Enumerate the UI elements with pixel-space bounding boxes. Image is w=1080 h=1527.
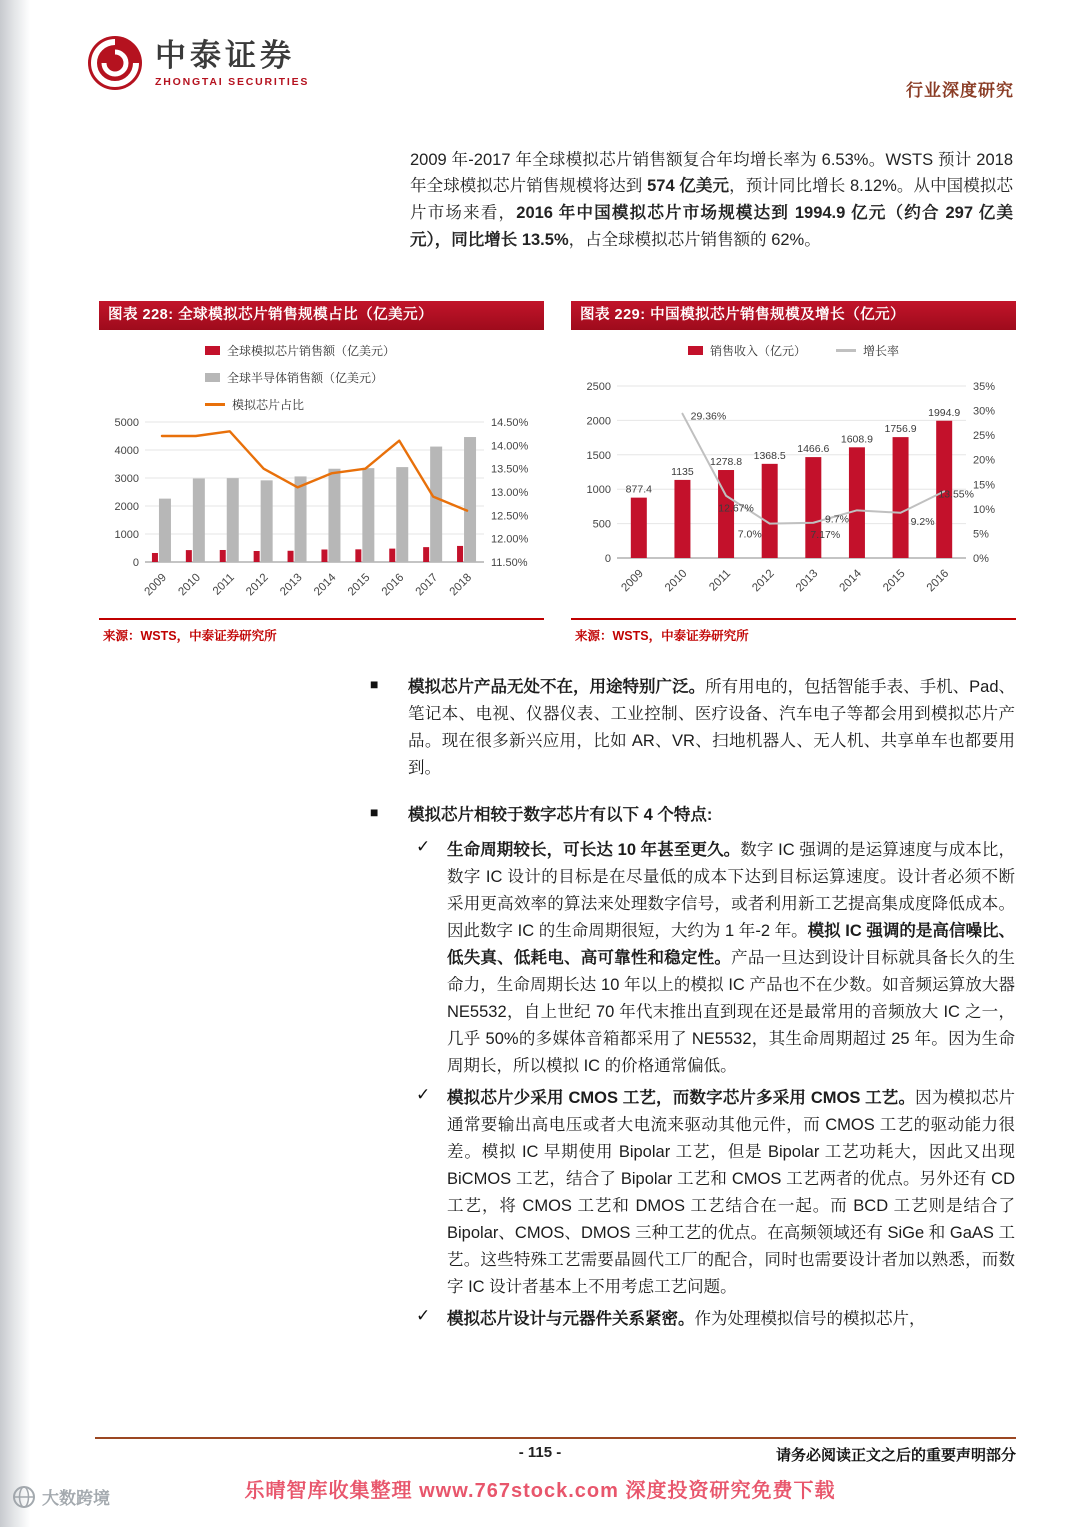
svg-text:1756.9: 1756.9 bbox=[884, 423, 917, 436]
chart-228-plot bbox=[99, 416, 544, 616]
chart-228-title: 图表 228: 全球模拟芯片销售规模占比（亿美元） bbox=[99, 301, 544, 330]
svg-text:12.00%: 12.00% bbox=[491, 533, 529, 546]
svg-text:4000: 4000 bbox=[114, 445, 139, 457]
svg-text:3000: 3000 bbox=[114, 473, 139, 485]
legend-label: 销售收入（亿元） bbox=[709, 344, 806, 358]
bullet-item-1 bbox=[370, 674, 1015, 782]
sub-bullet-1-paragraph: 生命周期较长，可长达 10 年甚至更久。数字 IC 强调的是运算速度与成本比，数字 IC 设计的目标是在尽量低的成本下达到目标运算速度。设计者必须不断采用更高效率的算法来处理数字信号，或者利用新工艺提高集成度降低成本。因此数字 IC 的生命周期很短，大约为 1 年-2 年。模拟 IC 强调的是高信噪比、低失真、低耗电、高可靠性和稳定性。产品一旦达到设计目标就具备长久的生命力，生命周期长达 10 年以上的模拟 IC 产品也不在少数。如音频运算放大器 NE5532，自上世纪 70 年代末推出直到现在还是最常用的音频放大 IC 之一，几乎 50%的多媒体音箱都采用了 NE5532，其生命周期超过 25 年。因为生命周期长，所以模拟 IC 的价格通常偏低。 bbox=[447, 841, 1016, 1075]
legend-item bbox=[205, 342, 395, 359]
brand-text bbox=[155, 39, 309, 88]
bullet-item-2 bbox=[370, 802, 1015, 829]
footer-divider bbox=[95, 1437, 1016, 1439]
sub-bullet-2-paragraph: 模拟芯片少采用 CMOS 工艺，而数字芯片多采用 CMOS 工艺。因为模拟芯片通常要输出高电压或者大电流来驱动其他元件，而 CMOS 工艺的驱动能力很差。模拟 IC 早期使用 Bipolar 工艺，但是 Bipolar 工艺功耗大，因此又出现 BiCMOS 工艺，结合了 Bipolar 工艺和 CMOS 工艺两者的优点。另外还有 CD 工艺，将 CMOS 工艺和 DMOS 工艺结合在一起。而 BCD 工艺则是结合了 Bipolar、CMOS、DMOS 三种工艺的优点。在高频领域还有 SiGe 和 GaAS 工艺。这些特殊工艺需要晶圆代工厂的配合，同时也需要设计者加以熟悉，而数字 IC 设计者基本上不用考虑工艺问题。 bbox=[447, 1089, 1015, 1296]
chart-228-legend bbox=[205, 342, 395, 413]
svg-text:12.50%: 12.50% bbox=[491, 510, 529, 523]
legend-label: 增长率 bbox=[863, 344, 900, 358]
svg-text:13.00%: 13.00% bbox=[491, 487, 529, 499]
svg-text:2014: 2014 bbox=[837, 567, 865, 595]
legend-item bbox=[205, 369, 395, 386]
svg-text:2000: 2000 bbox=[114, 501, 139, 513]
svg-text:9.7%: 9.7% bbox=[824, 513, 849, 526]
svg-text:12.67%: 12.67% bbox=[718, 502, 754, 515]
svg-text:2018: 2018 bbox=[447, 571, 475, 599]
svg-text:2013: 2013 bbox=[278, 571, 305, 599]
svg-text:2012: 2012 bbox=[750, 567, 777, 595]
chart-228-body bbox=[99, 330, 544, 618]
svg-text:1000: 1000 bbox=[586, 484, 611, 497]
svg-text:2010: 2010 bbox=[176, 571, 203, 599]
svg-text:877.4: 877.4 bbox=[625, 483, 652, 496]
promo-banner: 乐晴智库收集整理 www.767stock.com 深度投资研究免费下载 bbox=[244, 1480, 836, 1502]
svg-text:1135: 1135 bbox=[671, 465, 694, 478]
svg-text:2009: 2009 bbox=[142, 571, 170, 599]
chart-229-body bbox=[571, 330, 1016, 618]
legend-label: 模拟芯片占比 bbox=[232, 398, 305, 412]
footer-disclaimer: 请务必阅读正文之后的重要声明部分 bbox=[775, 1447, 1016, 1464]
check-icon: ✓ bbox=[416, 1306, 431, 1325]
svg-text:2015: 2015 bbox=[881, 567, 908, 595]
svg-text:13.55%: 13.55% bbox=[938, 488, 974, 501]
svg-text:14.00%: 14.00% bbox=[491, 440, 529, 453]
svg-text:5000: 5000 bbox=[114, 417, 139, 429]
globe-icon bbox=[12, 1485, 36, 1509]
svg-text:2012: 2012 bbox=[244, 571, 271, 599]
svg-text:2016: 2016 bbox=[379, 571, 407, 599]
sub-bullet-3 bbox=[370, 1306, 1015, 1333]
svg-text:0: 0 bbox=[132, 557, 139, 569]
svg-text:2010: 2010 bbox=[662, 567, 690, 595]
watermark-text: 大数跨境 bbox=[42, 1489, 110, 1508]
brand-name-en: ZHONGTAI SECURITIES bbox=[155, 75, 310, 88]
svg-text:2015: 2015 bbox=[345, 571, 373, 599]
svg-text:29.36%: 29.36% bbox=[690, 410, 727, 423]
svg-text:7.17%: 7.17% bbox=[810, 528, 841, 541]
legend-label: 全球模拟芯片销售额（亿美元） bbox=[227, 344, 396, 358]
page-number: - 115 - bbox=[518, 1444, 562, 1461]
chart-229-source: 来源：WSTS，中泰证券研究所 bbox=[571, 618, 1016, 644]
svg-text:2500: 2500 bbox=[586, 381, 611, 393]
square-bullet-icon: ■ bbox=[370, 804, 379, 820]
svg-text:7.0%: 7.0% bbox=[737, 528, 762, 541]
body-text bbox=[370, 674, 1015, 1338]
svg-text:2011: 2011 bbox=[210, 571, 237, 598]
bar-swatch-icon bbox=[205, 346, 220, 355]
svg-text:35%: 35% bbox=[973, 381, 996, 393]
line-swatch-icon bbox=[205, 403, 225, 406]
bullet-1-paragraph: 模拟芯片产品无处不在，用途特别广泛。所有用电的，包括智能手表、手机、Pad、笔记本、电视、仪器仪表、工业控制、医疗设备、汽车电子等都会用到模拟芯片产品。现在很多新兴应用，比如 AR、VR、扫地机器人、无人机、共享单车也都要用到。 bbox=[408, 678, 1016, 777]
svg-text:1466.6: 1466.6 bbox=[797, 443, 830, 456]
chart-228-source: 来源：WSTS，中泰证券研究所 bbox=[99, 618, 544, 644]
svg-text:11.50%: 11.50% bbox=[491, 557, 528, 569]
svg-text:10%: 10% bbox=[973, 503, 996, 516]
svg-text:13.50%: 13.50% bbox=[491, 463, 529, 476]
svg-text:1500: 1500 bbox=[586, 449, 611, 462]
svg-text:2009: 2009 bbox=[619, 567, 646, 595]
report-type-label: 行业深度研究 bbox=[906, 81, 1014, 100]
svg-text:2011: 2011 bbox=[707, 567, 734, 594]
legend-label: 全球半导体销售额（亿美元） bbox=[227, 371, 384, 385]
legend-item bbox=[688, 342, 806, 359]
svg-text:2013: 2013 bbox=[793, 567, 821, 595]
svg-text:1994.9: 1994.9 bbox=[928, 406, 961, 419]
zhongtai-logo-icon bbox=[86, 34, 144, 92]
check-icon: ✓ bbox=[416, 837, 431, 856]
bar-swatch-icon bbox=[205, 373, 220, 382]
legend-item bbox=[836, 342, 899, 359]
svg-text:30%: 30% bbox=[973, 405, 996, 418]
check-icon: ✓ bbox=[416, 1085, 431, 1104]
svg-text:15%: 15% bbox=[973, 479, 996, 492]
svg-text:2014: 2014 bbox=[311, 571, 339, 599]
company-logo bbox=[86, 34, 309, 92]
svg-text:2017: 2017 bbox=[413, 571, 441, 599]
svg-text:1608.9: 1608.9 bbox=[840, 433, 873, 446]
sub-bullet-2 bbox=[370, 1085, 1015, 1301]
bar-swatch-icon bbox=[688, 346, 703, 355]
svg-text:2016: 2016 bbox=[924, 567, 952, 595]
intro-paragraph: 2009 年-2017 年全球模拟芯片销售额复合年均增长率为 6.53%。WSTS 预计 2018 年全球模拟芯片销售规模将达到 574 亿美元，预计同比增长 8.12%。从中国模拟芯片市场来看，2016 年中国模拟芯片市场规模达到 1994.9 亿元（约合 297 亿美元），同比增长 13.5%，占全球模拟芯片销售额的 62%。 bbox=[410, 150, 1014, 249]
line-swatch-icon bbox=[836, 349, 856, 352]
svg-text:5%: 5% bbox=[973, 528, 989, 541]
sub-bullet-1 bbox=[370, 837, 1015, 1080]
chart-229-title: 图表 229: 中国模拟芯片销售规模及增长（亿元） bbox=[571, 301, 1016, 330]
svg-text:14.50%: 14.50% bbox=[491, 417, 529, 429]
svg-text:0: 0 bbox=[604, 553, 611, 565]
svg-text:1368.5: 1368.5 bbox=[753, 449, 786, 462]
svg-text:2000: 2000 bbox=[586, 415, 611, 428]
svg-text:25%: 25% bbox=[973, 430, 996, 443]
svg-text:0%: 0% bbox=[973, 553, 989, 565]
chart-228-panel bbox=[99, 301, 544, 644]
chart-229-plot bbox=[571, 372, 1016, 616]
svg-text:500: 500 bbox=[592, 518, 611, 531]
brand-name-cn: 中泰证券 bbox=[155, 37, 295, 73]
sub-bullet-3-paragraph: 模拟芯片设计与元器件关系紧密。作为处理模拟信号的模拟芯片， bbox=[447, 1310, 926, 1328]
charts-row bbox=[99, 301, 1016, 644]
scan-shadow bbox=[0, 0, 30, 1527]
svg-text:20%: 20% bbox=[973, 454, 996, 467]
chart-229-legend bbox=[571, 342, 1016, 359]
watermark bbox=[12, 1484, 110, 1509]
square-bullet-icon: ■ bbox=[370, 676, 379, 692]
svg-text:1278.8: 1278.8 bbox=[710, 456, 743, 469]
svg-text:9.2%: 9.2% bbox=[910, 515, 935, 528]
legend-item bbox=[205, 396, 395, 413]
svg-text:1000: 1000 bbox=[114, 529, 139, 541]
bullet-2-heading: 模拟芯片相较于数字芯片有以下 4 个特点: bbox=[408, 806, 713, 824]
chart-229-panel bbox=[571, 301, 1016, 644]
